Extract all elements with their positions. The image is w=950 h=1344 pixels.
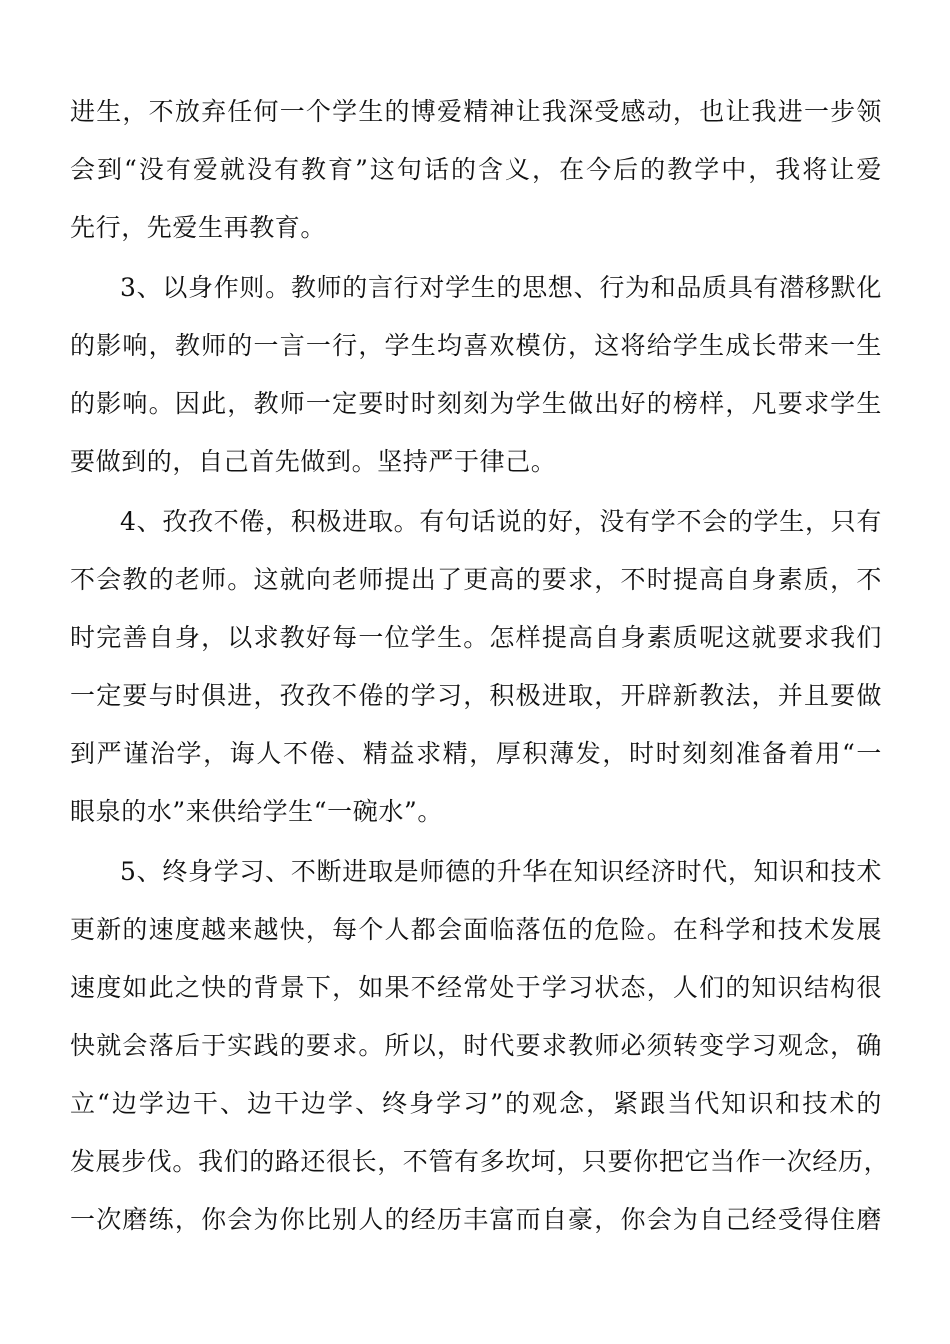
paragraph-line: 3、以身作则。教师的言行对学生的思想、行为和品质具有潜移默化 (120, 273, 882, 302)
paragraph-line: 更新的速度越来越快，每个人都会面临落伍的危险。在科学和技术发展 (70, 915, 882, 944)
paragraph-line: 要做到的，自己首先做到。坚持严于律己。 (70, 447, 557, 476)
paragraph-line: 一次磨练，你会为你比别人的经历丰富而自豪，你会为自己经受得住磨 (70, 1205, 882, 1234)
paragraph-line: 4、孜孜不倦，积极进取。有句话说的好，没有学不会的学生，只有 (120, 507, 882, 536)
paragraph-line: 时完善自身，以求教好每一位学生。怎样提高自身素质呢这就要求我们 (70, 623, 882, 652)
paragraph-line: 的影响，教师的一言一行，学生均喜欢模仿，这将给学生成长带来一生 (70, 331, 882, 360)
paragraph-line: 发展步伐。我们的路还很长，不管有多坎坷，只要你把它当作一次经历， (70, 1147, 890, 1176)
paragraph-line: 的影响。因此，教师一定要时时刻刻为学生做出好的榜样，凡要求学生 (70, 389, 882, 418)
paragraph-line: 先行，先爱生再教育。 (70, 213, 327, 242)
paragraph-line: 一定要与时俱进，孜孜不倦的学习，积极进取，开辟新教法，并且要做 (70, 681, 882, 710)
paragraph-line: 到严谨治学，诲人不倦、精益求精，厚积薄发，时时刻刻准备着用“一 (70, 739, 882, 768)
paragraph-line: 眼泉的水”来供给学生“一碗水”。 (70, 797, 443, 826)
paragraph-line: 会到“没有爱就没有教育”这句话的含义，在今后的教学中，我将让爱 (70, 155, 882, 184)
paragraph-line: 不会教的老师。这就向老师提出了更高的要求，不时提高自身素质，不 (70, 565, 882, 594)
paragraph-line: 立“边学边干、边干边学、终身学习”的观念，紧跟当代知识和技术的 (70, 1089, 882, 1118)
paragraph-line: 进生，不放弃任何一个学生的博爱精神让我深受感动，也让我进一步领 (70, 97, 882, 126)
paragraph-line: 速度如此之快的背景下，如果不经常处于学习状态，人们的知识结构很 (70, 973, 882, 1002)
paragraph-line: 快就会落后于实践的要求。所以，时代要求教师必须转变学习观念，确 (70, 1031, 882, 1060)
paragraph-line: 5、终身学习、不断进取是师德的升华在知识经济时代，知识和技术 (120, 857, 882, 886)
